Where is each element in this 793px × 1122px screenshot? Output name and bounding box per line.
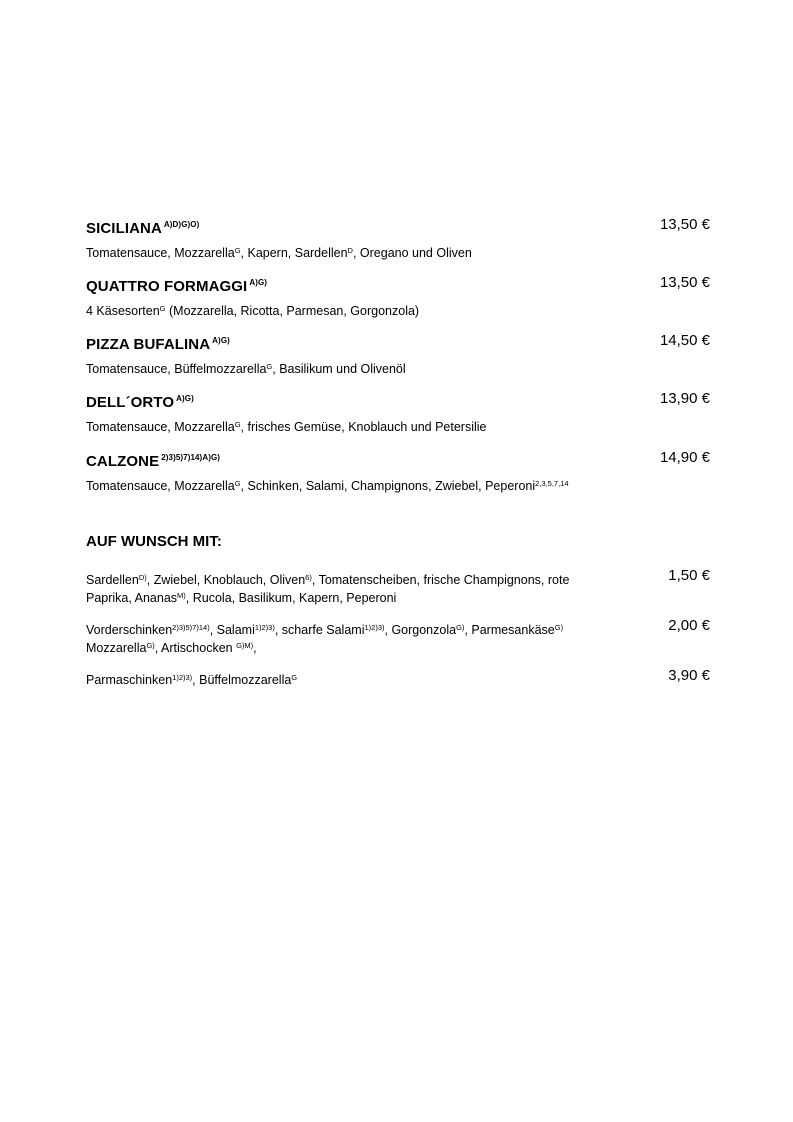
description-text: , Gorgonzola bbox=[384, 623, 457, 637]
menu-item-siciliana bbox=[86, 216, 710, 261]
item-description bbox=[86, 359, 710, 377]
item-price: 14,50 € bbox=[659, 332, 710, 349]
description-text: , Rucola, Basilikum, Kapern, Peperoni bbox=[185, 591, 397, 605]
extra-description bbox=[86, 670, 606, 688]
allergen-marker: G bbox=[291, 673, 298, 682]
item-description bbox=[86, 301, 710, 319]
menu-item-quattro-formaggi bbox=[86, 274, 710, 319]
item-name: SICILIANA bbox=[86, 220, 162, 237]
description-text: , scharfe Salami bbox=[274, 623, 365, 637]
description-text: 4 Käsesorten bbox=[86, 304, 160, 318]
menu-item-dell-orto bbox=[86, 390, 710, 435]
item-name: QUATTRO FORMAGGI bbox=[86, 278, 248, 295]
description-text: , Parmesankäse bbox=[464, 623, 555, 637]
extra-group-3 bbox=[86, 667, 710, 688]
allergen-marker: G) bbox=[554, 623, 564, 632]
description-text: Parmaschinken bbox=[86, 673, 173, 687]
allergen-marker: 2)3)5)7)14) bbox=[172, 623, 210, 632]
allergen-marker: 6) bbox=[305, 573, 312, 582]
description-text: Tomatensauce, Mozzarella bbox=[86, 479, 235, 493]
allergen-marker: D) bbox=[138, 573, 147, 582]
item-name: PIZZA BUFALINA bbox=[86, 336, 211, 353]
allergen-marker: 1)2)3) bbox=[364, 623, 385, 632]
allergen-marker: G bbox=[159, 304, 166, 313]
description-text: , Salami bbox=[209, 623, 255, 637]
description-text: , Oregano und Oliven bbox=[352, 246, 472, 260]
extras-heading: AUF WUNSCH MIT: bbox=[86, 533, 222, 550]
menu-item-calzone bbox=[86, 449, 710, 494]
menu-item-pizza-bufalina bbox=[86, 332, 710, 377]
allergen-codes: A)G) bbox=[176, 394, 194, 403]
item-price: 13,50 € bbox=[659, 274, 710, 291]
allergen-marker: M) bbox=[177, 591, 186, 600]
allergen-marker: G bbox=[234, 246, 241, 255]
item-price: 13,50 € bbox=[659, 216, 710, 233]
extra-description bbox=[86, 620, 606, 656]
description-text: Sardellen bbox=[86, 573, 139, 587]
item-description bbox=[86, 243, 710, 261]
extra-price: 3,90 € bbox=[668, 667, 710, 684]
allergen-codes: A)G) bbox=[212, 336, 230, 345]
description-text: , Schinken, Salami, Champignons, Zwiebel, Peperoni bbox=[240, 479, 536, 493]
item-price: 13,90 € bbox=[659, 390, 710, 407]
allergen-marker: D bbox=[347, 246, 353, 255]
description-text: Tomatensauce, Büffelmozzarella bbox=[86, 362, 267, 376]
allergen-marker: G)M) bbox=[236, 641, 254, 650]
allergen-marker: G) bbox=[456, 623, 465, 632]
allergen-marker: 1)2)3) bbox=[172, 673, 193, 682]
description-text: Tomatensauce, Mozzarella bbox=[86, 246, 235, 260]
description-text: , bbox=[253, 641, 257, 655]
description-text: , Basilikum und Olivenöl bbox=[272, 362, 406, 376]
item-price: 14,90 € bbox=[659, 449, 710, 466]
item-name: CALZONE bbox=[86, 453, 160, 470]
allergen-codes: A)G) bbox=[249, 278, 268, 287]
allergen-marker: 1)2)3) bbox=[254, 623, 275, 632]
item-name: DELL´ORTO bbox=[86, 394, 175, 411]
allergen-marker: G bbox=[266, 362, 273, 371]
item-description bbox=[86, 417, 710, 435]
allergen-codes: 2)3)5)7)14)A)G) bbox=[161, 453, 221, 462]
description-text: , frisches Gemüse, Knoblauch und Petersilie bbox=[240, 420, 487, 434]
allergen-marker: 2,3,5,7,14 bbox=[535, 479, 569, 488]
extra-description bbox=[86, 570, 606, 606]
description-text: , Artischocken bbox=[154, 641, 237, 655]
allergen-marker: G bbox=[234, 479, 241, 488]
allergen-marker: G bbox=[234, 420, 241, 429]
description-text: , Tomatenscheiben, frische Champignons, rote Paprika, Ananas bbox=[86, 573, 570, 605]
item-description bbox=[86, 476, 710, 494]
description-text: Mozzarella bbox=[86, 641, 147, 655]
allergen-codes: A)D)G)O) bbox=[163, 220, 200, 229]
description-text: (Mozzarella, Ricotta, Parmesan, Gorgonzola) bbox=[165, 304, 420, 318]
extra-group-1 bbox=[86, 567, 710, 606]
description-text: , Zwiebel, Knoblauch, Oliven bbox=[146, 573, 306, 587]
description-text: , Kapern, Sardellen bbox=[240, 246, 348, 260]
extra-price: 2,00 € bbox=[668, 617, 710, 634]
allergen-marker: G) bbox=[146, 641, 155, 650]
extra-price: 1,50 € bbox=[668, 567, 710, 584]
extra-group-2 bbox=[86, 617, 710, 656]
description-text: Tomatensauce, Mozzarella bbox=[86, 420, 235, 434]
description-text: , Büffelmozzarella bbox=[192, 673, 292, 687]
description-text: Vorderschinken bbox=[86, 623, 173, 637]
